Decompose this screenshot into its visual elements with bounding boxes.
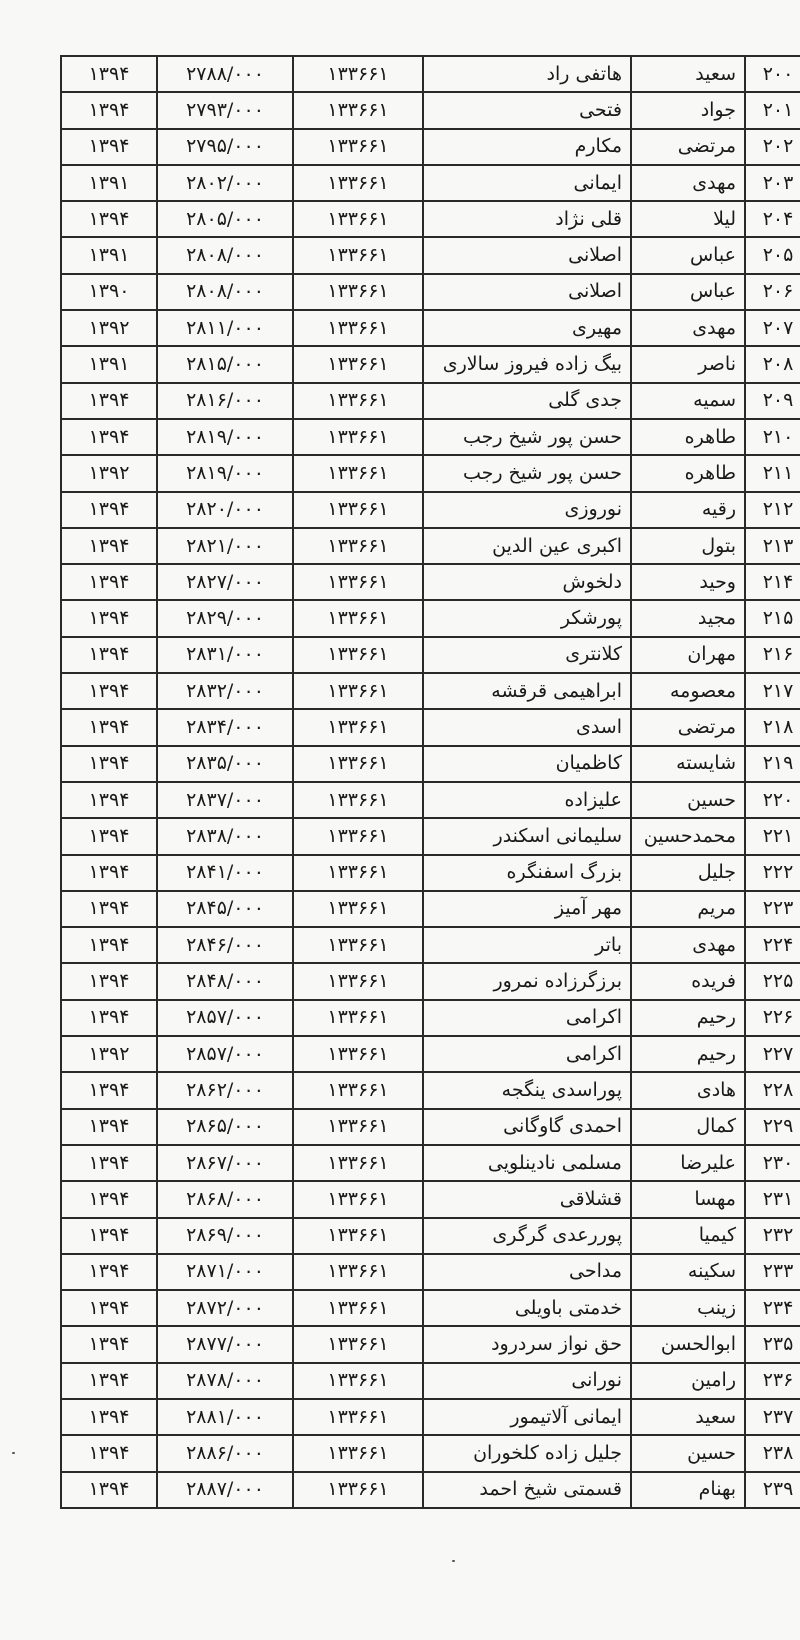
table-row bbox=[61, 782, 800, 818]
last-name-cell: علیزاده bbox=[423, 782, 631, 818]
last-name-cell: هاتفی راد bbox=[423, 56, 631, 92]
code-cell: ۱۳۳۶۶۱ bbox=[293, 782, 423, 818]
last-name-cell: احمدی گاوگانی bbox=[423, 1109, 631, 1145]
year-cell: ۱۳۹۴ bbox=[61, 963, 157, 999]
last-name-cell: بیگ زاده فیروز سالاری bbox=[423, 346, 631, 382]
code-cell: ۱۳۳۶۶۱ bbox=[293, 201, 423, 237]
first-name-cell: مهدی bbox=[631, 927, 745, 963]
year-cell: ۱۳۹۴ bbox=[61, 492, 157, 528]
amount-cell: ۲۸۷۱/۰۰۰ bbox=[157, 1254, 293, 1290]
last-name-cell: اصلانی bbox=[423, 274, 631, 310]
first-name-cell: مهران bbox=[631, 637, 745, 673]
amount-cell: ۲۸۳۲/۰۰۰ bbox=[157, 673, 293, 709]
first-name-cell: سعید bbox=[631, 1399, 745, 1435]
year-cell: ۱۳۹۴ bbox=[61, 92, 157, 128]
last-name-cell: کلانتری bbox=[423, 637, 631, 673]
last-name-cell: ابراهیمی قرقشه bbox=[423, 673, 631, 709]
table-row bbox=[61, 92, 800, 128]
last-name-cell: جلیل زاده کلخوران bbox=[423, 1435, 631, 1471]
year-cell: ۱۳۹۴ bbox=[61, 201, 157, 237]
first-name-cell: طاهره bbox=[631, 419, 745, 455]
table-row bbox=[61, 637, 800, 673]
row-number: ۲۳۲ bbox=[745, 1218, 800, 1254]
last-name-cell: حق نواز سردرود bbox=[423, 1326, 631, 1362]
year-cell: ۱۳۹۴ bbox=[61, 419, 157, 455]
last-name-cell: باتر bbox=[423, 927, 631, 963]
first-name-cell: جواد bbox=[631, 92, 745, 128]
code-cell: ۱۳۳۶۶۱ bbox=[293, 746, 423, 782]
amount-cell: ۲۸۳۷/۰۰۰ bbox=[157, 782, 293, 818]
last-name-cell: ایمانی bbox=[423, 165, 631, 201]
year-cell: ۱۳۹۴ bbox=[61, 564, 157, 600]
row-number: ۲۰۸ bbox=[745, 346, 800, 382]
code-cell: ۱۳۳۶۶۱ bbox=[293, 129, 423, 165]
first-name-cell: هادی bbox=[631, 1072, 745, 1108]
table-row bbox=[61, 1181, 800, 1217]
last-name-cell: پورشکر bbox=[423, 600, 631, 636]
code-cell: ۱۳۳۶۶۱ bbox=[293, 274, 423, 310]
year-cell: ۱۳۹۴ bbox=[61, 782, 157, 818]
scan-speck bbox=[12, 1452, 15, 1454]
last-name-cell: مکارم bbox=[423, 129, 631, 165]
year-cell: ۱۳۹۲ bbox=[61, 455, 157, 491]
year-cell: ۱۳۹۴ bbox=[61, 1399, 157, 1435]
year-cell: ۱۳۹۰ bbox=[61, 274, 157, 310]
table-row bbox=[61, 528, 800, 564]
first-name-cell: حسین bbox=[631, 782, 745, 818]
year-cell: ۱۳۹۴ bbox=[61, 56, 157, 92]
first-name-cell: مهدی bbox=[631, 165, 745, 201]
year-cell: ۱۳۹۴ bbox=[61, 891, 157, 927]
last-name-cell: پوراسدی ینگجه bbox=[423, 1072, 631, 1108]
table-row bbox=[61, 1435, 800, 1471]
row-number: ۲۳۸ bbox=[745, 1435, 800, 1471]
amount-cell: ۲۸۴۶/۰۰۰ bbox=[157, 927, 293, 963]
row-number: ۲۲۹ bbox=[745, 1109, 800, 1145]
last-name-cell: قشلاقی bbox=[423, 1181, 631, 1217]
code-cell: ۱۳۳۶۶۱ bbox=[293, 1218, 423, 1254]
row-number: ۲۲۷ bbox=[745, 1036, 800, 1072]
table-row bbox=[61, 1472, 800, 1508]
year-cell: ۱۳۹۴ bbox=[61, 1254, 157, 1290]
amount-cell: ۲۸۶۸/۰۰۰ bbox=[157, 1181, 293, 1217]
amount-cell: ۲۸۶۹/۰۰۰ bbox=[157, 1218, 293, 1254]
code-cell: ۱۳۳۶۶۱ bbox=[293, 963, 423, 999]
year-cell: ۱۳۹۴ bbox=[61, 1290, 157, 1326]
row-number: ۲۰۵ bbox=[745, 237, 800, 273]
table-row bbox=[61, 564, 800, 600]
row-number: ۲۳۱ bbox=[745, 1181, 800, 1217]
first-name-cell: رقیه bbox=[631, 492, 745, 528]
amount-cell: ۲۸۲۱/۰۰۰ bbox=[157, 528, 293, 564]
table-row bbox=[61, 1072, 800, 1108]
amount-cell: ۲۸۰۵/۰۰۰ bbox=[157, 201, 293, 237]
year-cell: ۱۳۹۴ bbox=[61, 1435, 157, 1471]
row-number: ۲۲۰ bbox=[745, 782, 800, 818]
first-name-cell: محمدحسین bbox=[631, 818, 745, 854]
scan-speck bbox=[452, 1560, 455, 1562]
row-number: ۲۱۵ bbox=[745, 600, 800, 636]
row-number: ۲۳۶ bbox=[745, 1363, 800, 1399]
year-cell: ۱۳۹۲ bbox=[61, 1036, 157, 1072]
table-row bbox=[61, 1145, 800, 1181]
row-number: ۲۲۴ bbox=[745, 927, 800, 963]
table-row bbox=[61, 1326, 800, 1362]
row-number: ۲۲۶ bbox=[745, 1000, 800, 1036]
year-cell: ۱۳۹۴ bbox=[61, 637, 157, 673]
row-number: ۲۱۱ bbox=[745, 455, 800, 491]
last-name-cell: قسمتی شیخ احمد bbox=[423, 1472, 631, 1508]
code-cell: ۱۳۳۶۶۱ bbox=[293, 56, 423, 92]
code-cell: ۱۳۳۶۶۱ bbox=[293, 1254, 423, 1290]
amount-cell: ۲۸۴۵/۰۰۰ bbox=[157, 891, 293, 927]
year-cell: ۱۳۹۴ bbox=[61, 855, 157, 891]
code-cell: ۱۳۳۶۶۱ bbox=[293, 1072, 423, 1108]
year-cell: ۱۳۹۴ bbox=[61, 1472, 157, 1508]
last-name-cell: حسن پور شیخ رجب bbox=[423, 455, 631, 491]
first-name-cell: فریده bbox=[631, 963, 745, 999]
year-cell: ۱۳۹۴ bbox=[61, 600, 157, 636]
last-name-cell: مهیری bbox=[423, 310, 631, 346]
table-row bbox=[61, 963, 800, 999]
amount-cell: ۲۸۲۹/۰۰۰ bbox=[157, 600, 293, 636]
table-row bbox=[61, 201, 800, 237]
amount-cell: ۲۷۸۸/۰۰۰ bbox=[157, 56, 293, 92]
table-row bbox=[61, 56, 800, 92]
first-name-cell: ناصر bbox=[631, 346, 745, 382]
last-name-cell: دلخوش bbox=[423, 564, 631, 600]
first-name-cell: لیلا bbox=[631, 201, 745, 237]
code-cell: ۱۳۳۶۶۱ bbox=[293, 1036, 423, 1072]
first-name-cell: عباس bbox=[631, 237, 745, 273]
last-name-cell: اکرامی bbox=[423, 1036, 631, 1072]
amount-cell: ۲۸۴۱/۰۰۰ bbox=[157, 855, 293, 891]
table-row bbox=[61, 237, 800, 273]
table-row bbox=[61, 165, 800, 201]
code-cell: ۱۳۳۶۶۱ bbox=[293, 1435, 423, 1471]
amount-cell: ۲۸۱۱/۰۰۰ bbox=[157, 310, 293, 346]
first-name-cell: مرتضی bbox=[631, 709, 745, 745]
code-cell: ۱۳۳۶۶۱ bbox=[293, 237, 423, 273]
row-number: ۲۲۱ bbox=[745, 818, 800, 854]
amount-cell: ۲۸۸۶/۰۰۰ bbox=[157, 1435, 293, 1471]
last-name-cell: اکرامی bbox=[423, 1000, 631, 1036]
last-name-cell: مداحی bbox=[423, 1254, 631, 1290]
row-number: ۲۳۴ bbox=[745, 1290, 800, 1326]
amount-cell: ۲۸۷۲/۰۰۰ bbox=[157, 1290, 293, 1326]
first-name-cell: کیمیا bbox=[631, 1218, 745, 1254]
code-cell: ۱۳۳۶۶۱ bbox=[293, 1472, 423, 1508]
last-name-cell: نوروزی bbox=[423, 492, 631, 528]
row-number: ۲۰۴ bbox=[745, 201, 800, 237]
year-cell: ۱۳۹۴ bbox=[61, 1326, 157, 1362]
code-cell: ۱۳۳۶۶۱ bbox=[293, 855, 423, 891]
table-row bbox=[61, 709, 800, 745]
first-name-cell: کمال bbox=[631, 1109, 745, 1145]
amount-cell: ۲۸۸۷/۰۰۰ bbox=[157, 1472, 293, 1508]
amount-cell: ۲۸۷۷/۰۰۰ bbox=[157, 1326, 293, 1362]
amount-cell: ۲۸۶۷/۰۰۰ bbox=[157, 1145, 293, 1181]
last-name-cell: حسن پور شیخ رجب bbox=[423, 419, 631, 455]
last-name-cell: مهر آمیز bbox=[423, 891, 631, 927]
table-row bbox=[61, 1399, 800, 1435]
row-number: ۲۱۴ bbox=[745, 564, 800, 600]
last-name-cell: سلیمانی اسکندر bbox=[423, 818, 631, 854]
amount-cell: ۲۸۴۸/۰۰۰ bbox=[157, 963, 293, 999]
first-name-cell: علیرضا bbox=[631, 1145, 745, 1181]
first-name-cell: معصومه bbox=[631, 673, 745, 709]
code-cell: ۱۳۳۶۶۱ bbox=[293, 673, 423, 709]
registry-table-body bbox=[61, 56, 800, 1508]
first-name-cell: ابوالحسن bbox=[631, 1326, 745, 1362]
last-name-cell: پوررعدی گرگری bbox=[423, 1218, 631, 1254]
row-number: ۲۱۳ bbox=[745, 528, 800, 564]
amount-cell: ۲۸۰۸/۰۰۰ bbox=[157, 237, 293, 273]
first-name-cell: بهنام bbox=[631, 1472, 745, 1508]
amount-cell: ۲۷۹۵/۰۰۰ bbox=[157, 129, 293, 165]
first-name-cell: مهسا bbox=[631, 1181, 745, 1217]
year-cell: ۱۳۹۴ bbox=[61, 1363, 157, 1399]
row-number: ۲۲۵ bbox=[745, 963, 800, 999]
table-row bbox=[61, 855, 800, 891]
code-cell: ۱۳۳۶۶۱ bbox=[293, 1326, 423, 1362]
code-cell: ۱۳۳۶۶۱ bbox=[293, 891, 423, 927]
last-name-cell: اکبری عین الدین bbox=[423, 528, 631, 564]
year-cell: ۱۳۹۴ bbox=[61, 1218, 157, 1254]
row-number: ۲۳۰ bbox=[745, 1145, 800, 1181]
last-name-cell: بزرگ اسفنگره bbox=[423, 855, 631, 891]
table-row bbox=[61, 1109, 800, 1145]
table-row bbox=[61, 927, 800, 963]
first-name-cell: طاهره bbox=[631, 455, 745, 491]
table-row bbox=[61, 274, 800, 310]
code-cell: ۱۳۳۶۶۱ bbox=[293, 165, 423, 201]
code-cell: ۱۳۳۶۶۱ bbox=[293, 346, 423, 382]
amount-cell: ۲۸۳۵/۰۰۰ bbox=[157, 746, 293, 782]
row-number: ۲۰۰ bbox=[745, 56, 800, 92]
amount-cell: ۲۸۵۷/۰۰۰ bbox=[157, 1000, 293, 1036]
code-cell: ۱۳۳۶۶۱ bbox=[293, 709, 423, 745]
amount-cell: ۲۸۰۲/۰۰۰ bbox=[157, 165, 293, 201]
code-cell: ۱۳۳۶۶۱ bbox=[293, 492, 423, 528]
first-name-cell: مهدی bbox=[631, 310, 745, 346]
last-name-cell: خدمتی باویلی bbox=[423, 1290, 631, 1326]
year-cell: ۱۳۹۱ bbox=[61, 346, 157, 382]
row-number: ۲۰۳ bbox=[745, 165, 800, 201]
last-name-cell: اصلانی bbox=[423, 237, 631, 273]
last-name-cell: ایمانی آلاتیمور bbox=[423, 1399, 631, 1435]
amount-cell: ۲۸۸۱/۰۰۰ bbox=[157, 1399, 293, 1435]
first-name-cell: وحید bbox=[631, 564, 745, 600]
code-cell: ۱۳۳۶۶۱ bbox=[293, 310, 423, 346]
first-name-cell: مرتضی bbox=[631, 129, 745, 165]
amount-cell: ۲۸۶۵/۰۰۰ bbox=[157, 1109, 293, 1145]
first-name-cell: رحیم bbox=[631, 1000, 745, 1036]
last-name-cell: نورانی bbox=[423, 1363, 631, 1399]
table-row bbox=[61, 1363, 800, 1399]
table-row bbox=[61, 1036, 800, 1072]
code-cell: ۱۳۳۶۶۱ bbox=[293, 1109, 423, 1145]
first-name-cell: بتول bbox=[631, 528, 745, 564]
row-number: ۲۱۷ bbox=[745, 673, 800, 709]
table-row bbox=[61, 1218, 800, 1254]
table-row bbox=[61, 600, 800, 636]
amount-cell: ۲۸۱۶/۰۰۰ bbox=[157, 383, 293, 419]
table-row bbox=[61, 492, 800, 528]
table-row bbox=[61, 346, 800, 382]
code-cell: ۱۳۳۶۶۱ bbox=[293, 1181, 423, 1217]
row-number: ۲۰۶ bbox=[745, 274, 800, 310]
first-name-cell: سکینه bbox=[631, 1254, 745, 1290]
row-number: ۲۳۵ bbox=[745, 1326, 800, 1362]
code-cell: ۱۳۳۶۶۱ bbox=[293, 1000, 423, 1036]
first-name-cell: مجید bbox=[631, 600, 745, 636]
code-cell: ۱۳۳۶۶۱ bbox=[293, 818, 423, 854]
table-row bbox=[61, 891, 800, 927]
row-number: ۲۱۶ bbox=[745, 637, 800, 673]
year-cell: ۱۳۹۴ bbox=[61, 709, 157, 745]
first-name-cell: مریم bbox=[631, 891, 745, 927]
year-cell: ۱۳۹۴ bbox=[61, 746, 157, 782]
row-number: ۲۱۸ bbox=[745, 709, 800, 745]
row-number: ۲۰۷ bbox=[745, 310, 800, 346]
table-row bbox=[61, 1000, 800, 1036]
year-cell: ۱۳۹۴ bbox=[61, 927, 157, 963]
last-name-cell: برزگرزاده نمرور bbox=[423, 963, 631, 999]
table-row bbox=[61, 129, 800, 165]
amount-cell: ۲۸۱۹/۰۰۰ bbox=[157, 419, 293, 455]
code-cell: ۱۳۳۶۶۱ bbox=[293, 1290, 423, 1326]
row-number: ۲۰۱ bbox=[745, 92, 800, 128]
amount-cell: ۲۸۱۵/۰۰۰ bbox=[157, 346, 293, 382]
row-number: ۲۳۹ bbox=[745, 1472, 800, 1508]
row-number: ۲۳۷ bbox=[745, 1399, 800, 1435]
row-number: ۲۲۳ bbox=[745, 891, 800, 927]
amount-cell: ۲۸۳۴/۰۰۰ bbox=[157, 709, 293, 745]
table-row bbox=[61, 1290, 800, 1326]
code-cell: ۱۳۳۶۶۱ bbox=[293, 92, 423, 128]
last-name-cell: جدی گلی bbox=[423, 383, 631, 419]
first-name-cell: شایسته bbox=[631, 746, 745, 782]
code-cell: ۱۳۳۶۶۱ bbox=[293, 600, 423, 636]
first-name-cell: رحیم bbox=[631, 1036, 745, 1072]
row-number: ۲۰۹ bbox=[745, 383, 800, 419]
last-name-cell: فتحی bbox=[423, 92, 631, 128]
table-row bbox=[61, 1254, 800, 1290]
table-row bbox=[61, 383, 800, 419]
amount-cell: ۲۸۳۸/۰۰۰ bbox=[157, 818, 293, 854]
first-name-cell: جلیل bbox=[631, 855, 745, 891]
year-cell: ۱۳۹۴ bbox=[61, 1000, 157, 1036]
code-cell: ۱۳۳۶۶۱ bbox=[293, 564, 423, 600]
table-row bbox=[61, 818, 800, 854]
row-number: ۲۰۲ bbox=[745, 129, 800, 165]
year-cell: ۱۳۹۴ bbox=[61, 673, 157, 709]
amount-cell: ۲۸۲۷/۰۰۰ bbox=[157, 564, 293, 600]
code-cell: ۱۳۳۶۶۱ bbox=[293, 1363, 423, 1399]
year-cell: ۱۳۹۴ bbox=[61, 1109, 157, 1145]
amount-cell: ۲۸۳۱/۰۰۰ bbox=[157, 637, 293, 673]
row-number: ۲۲۲ bbox=[745, 855, 800, 891]
amount-cell: ۲۸۵۷/۰۰۰ bbox=[157, 1036, 293, 1072]
code-cell: ۱۳۳۶۶۱ bbox=[293, 1145, 423, 1181]
first-name-cell: رامین bbox=[631, 1363, 745, 1399]
table-row bbox=[61, 673, 800, 709]
year-cell: ۱۳۹۴ bbox=[61, 129, 157, 165]
year-cell: ۱۳۹۴ bbox=[61, 1181, 157, 1217]
code-cell: ۱۳۳۶۶۱ bbox=[293, 528, 423, 564]
amount-cell: ۲۸۱۹/۰۰۰ bbox=[157, 455, 293, 491]
last-name-cell: کاظمیان bbox=[423, 746, 631, 782]
row-number: ۲۳۳ bbox=[745, 1254, 800, 1290]
year-cell: ۱۳۹۴ bbox=[61, 1145, 157, 1181]
last-name-cell: قلی نژاد bbox=[423, 201, 631, 237]
code-cell: ۱۳۳۶۶۱ bbox=[293, 927, 423, 963]
amount-cell: ۲۸۷۸/۰۰۰ bbox=[157, 1363, 293, 1399]
row-number: ۲۲۸ bbox=[745, 1072, 800, 1108]
code-cell: ۱۳۳۶۶۱ bbox=[293, 1399, 423, 1435]
amount-cell: ۲۸۲۰/۰۰۰ bbox=[157, 492, 293, 528]
first-name-cell: حسین bbox=[631, 1435, 745, 1471]
row-number: ۲۱۰ bbox=[745, 419, 800, 455]
year-cell: ۱۳۹۴ bbox=[61, 1072, 157, 1108]
amount-cell: ۲۸۶۲/۰۰۰ bbox=[157, 1072, 293, 1108]
first-name-cell: عباس bbox=[631, 274, 745, 310]
year-cell: ۱۳۹۴ bbox=[61, 528, 157, 564]
table-row bbox=[61, 419, 800, 455]
year-cell: ۱۳۹۲ bbox=[61, 310, 157, 346]
last-name-cell: مسلمی نادینلویی bbox=[423, 1145, 631, 1181]
code-cell: ۱۳۳۶۶۱ bbox=[293, 637, 423, 673]
code-cell: ۱۳۳۶۶۱ bbox=[293, 419, 423, 455]
year-cell: ۱۳۹۱ bbox=[61, 165, 157, 201]
code-cell: ۱۳۳۶۶۱ bbox=[293, 455, 423, 491]
year-cell: ۱۳۹۴ bbox=[61, 818, 157, 854]
first-name-cell: زینب bbox=[631, 1290, 745, 1326]
table-row bbox=[61, 310, 800, 346]
first-name-cell: سمیه bbox=[631, 383, 745, 419]
last-name-cell: اسدی bbox=[423, 709, 631, 745]
amount-cell: ۲۸۰۸/۰۰۰ bbox=[157, 274, 293, 310]
amount-cell: ۲۷۹۳/۰۰۰ bbox=[157, 92, 293, 128]
row-number: ۲۱۹ bbox=[745, 746, 800, 782]
code-cell: ۱۳۳۶۶۱ bbox=[293, 383, 423, 419]
year-cell: ۱۳۹۴ bbox=[61, 383, 157, 419]
table-row bbox=[61, 455, 800, 491]
first-name-cell: سعید bbox=[631, 56, 745, 92]
row-number: ۲۱۲ bbox=[745, 492, 800, 528]
table-row bbox=[61, 746, 800, 782]
year-cell: ۱۳۹۱ bbox=[61, 237, 157, 273]
registry-table bbox=[60, 55, 800, 1509]
